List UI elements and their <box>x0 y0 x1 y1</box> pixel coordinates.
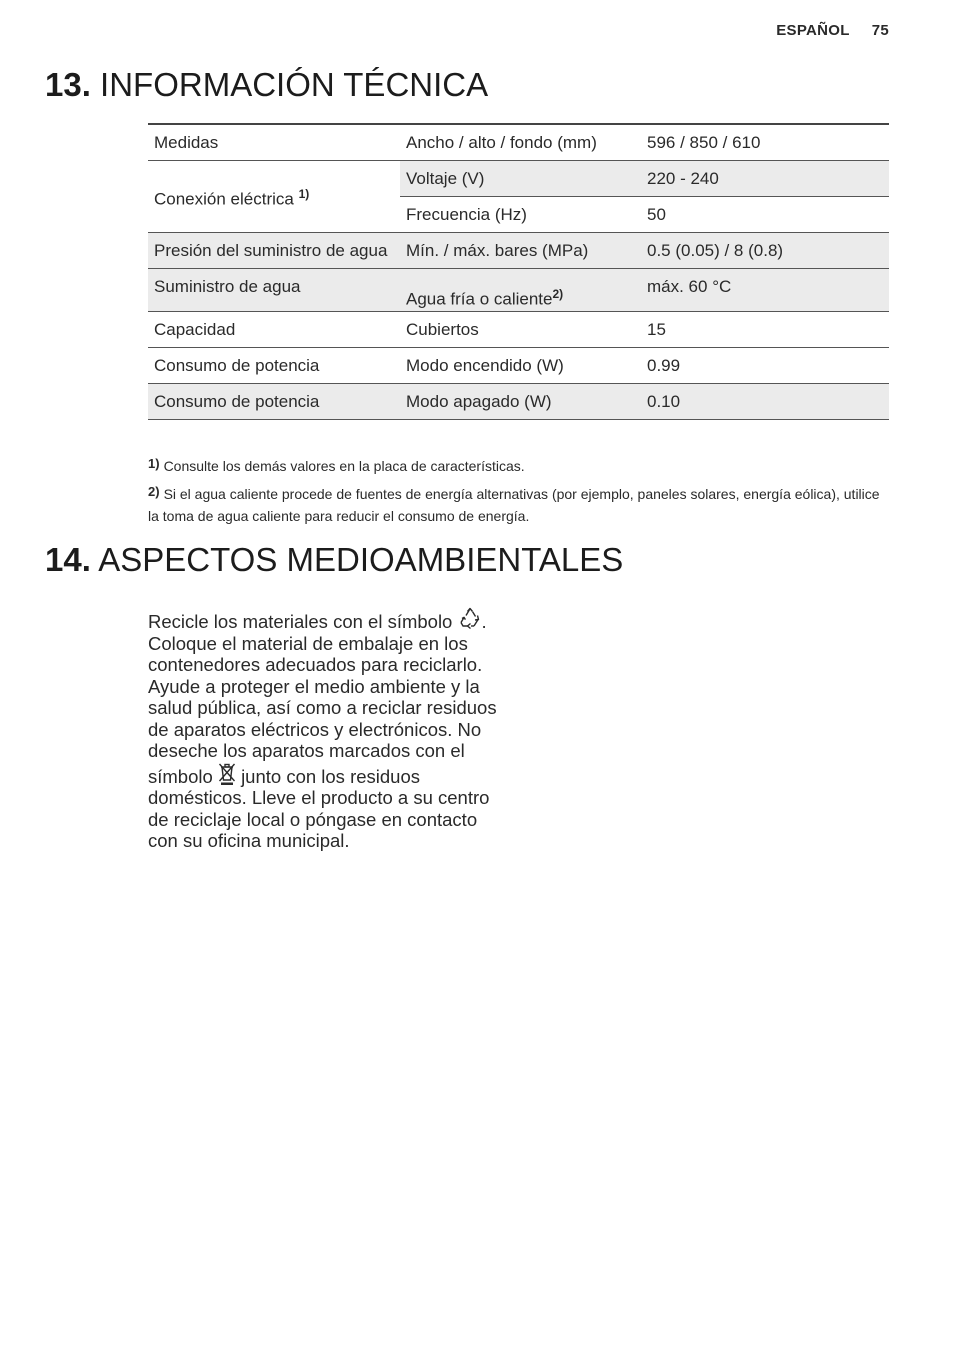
section-13-heading: INFORMACIÓN TÉCNICA <box>100 66 489 103</box>
section-13-number: 13. <box>45 66 91 103</box>
row-parameter: Voltaje (V) <box>400 161 641 197</box>
recycle-icon <box>458 607 482 631</box>
table-row <box>148 233 889 269</box>
table-row <box>148 161 889 197</box>
section-13-title <box>45 66 488 104</box>
row-value: 596 / 850 / 610 <box>641 124 889 161</box>
row-label: Consumo de potencia <box>148 347 400 383</box>
row-label <box>148 161 400 233</box>
technical-info-table <box>148 123 889 420</box>
row-label: Capacidad <box>148 311 400 347</box>
row-parameter: Cubiertos <box>400 311 641 347</box>
footnote-mark: 2) <box>148 484 160 499</box>
row-value: máx. 60 °C <box>641 269 889 312</box>
table-footnotes <box>148 453 889 527</box>
row-parameter: Mín. / máx. bares (MPa) <box>400 233 641 269</box>
row-value: 0.99 <box>641 347 889 383</box>
section-14-heading: ASPECTOS MEDIOAMBIENTALES <box>98 541 624 578</box>
row-label: Consumo de potencia <box>148 383 400 419</box>
row-label-text: Conexión eléctrica <box>154 189 294 209</box>
running-header <box>776 22 889 39</box>
row-parameter-text: Agua fría o caliente <box>406 289 553 309</box>
env-text-part3: junto con los residuos domésticos. Lleve el producto a su centro de reciclaje local o póngase en contacto con su oficina municipal. <box>148 765 490 851</box>
env-text-part1: Recicle los materiales con el símbolo <box>148 611 453 632</box>
footnote-mark: 1) <box>148 456 160 471</box>
row-value: 0.10 <box>641 383 889 419</box>
table-row <box>148 124 889 161</box>
footnote <box>148 453 889 477</box>
table-row <box>148 311 889 347</box>
row-parameter <box>400 269 641 312</box>
footnote <box>148 481 889 527</box>
page-number: 75 <box>871 22 889 39</box>
section-14-title <box>45 541 623 579</box>
row-parameter: Frecuencia (Hz) <box>400 197 641 233</box>
row-label: Presión del suministro de agua <box>148 233 400 269</box>
table-row <box>148 347 889 383</box>
row-label: Suministro de agua <box>148 269 400 312</box>
footnote-text: Si el agua caliente procede de fuentes de energía alternativas (por ejemplo, paneles solares, energía eólica), utilice la toma de agua caliente para reducir el consumo de energía. <box>148 486 880 524</box>
environment-text <box>148 607 508 852</box>
row-parameter: Modo encendido (W) <box>400 347 641 383</box>
row-parameter: Ancho / alto / fondo (mm) <box>400 124 641 161</box>
row-parameter: Modo apagado (W) <box>400 383 641 419</box>
row-value: 220 - 240 <box>641 161 889 197</box>
table-row <box>148 383 889 419</box>
header-language: ESPAÑOL <box>776 22 850 39</box>
env-text-part2: . Coloque el material de embalaje en los contenedores adecuados para reciclarlo. Ayude a proteger el medio ambiente y la salud pública, así como a reciclar residuos de aparatos eléctricos y electrónicos. No deseche los aparatos marcados con el símbolo <box>148 611 497 787</box>
environment-paragraph <box>148 607 508 852</box>
row-value: 15 <box>641 311 889 347</box>
footnote-ref: 2) <box>552 287 564 301</box>
footnote-text: Consulte los demás valores en la placa de características. <box>163 458 525 474</box>
section-14-number: 14. <box>45 541 91 578</box>
row-value: 50 <box>641 197 889 233</box>
row-label: Medidas <box>148 124 400 161</box>
crossed-bin-icon <box>218 762 236 786</box>
row-value: 0.5 (0.05) / 8 (0.8) <box>641 233 889 269</box>
footnote-ref: 1) <box>298 186 310 201</box>
table-row <box>148 269 889 312</box>
